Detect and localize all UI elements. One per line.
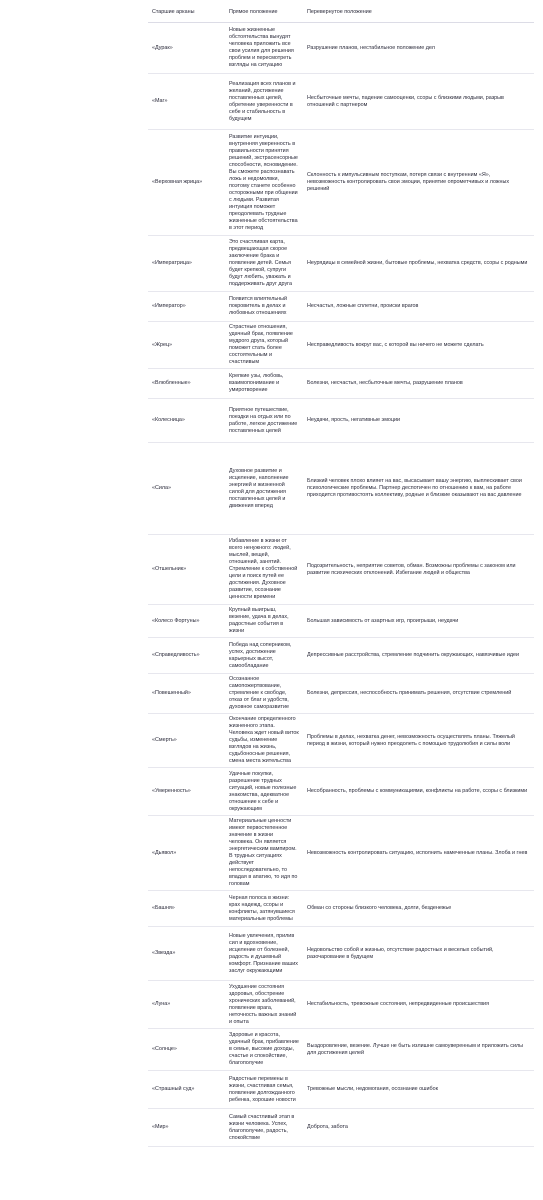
table-row xyxy=(148,74,534,130)
arcana-name-cell: «Солнце» xyxy=(148,1029,225,1071)
table-row xyxy=(148,816,534,891)
arcana-name-cell: «Повешенный» xyxy=(148,674,225,714)
table-row xyxy=(148,1109,534,1147)
reversed-meaning-cell: Депрессивные расстройства, стремление подчинить окружающих, навязчивые идеи xyxy=(303,638,534,674)
upright-meaning-cell: Страстные отношения, удачный брак, появление мудрого друга, который поможет стать более состоятельным и счастливым xyxy=(225,322,303,369)
upright-meaning-cell: Ухудшение состояния здоровья, обострение хронических заболеваний, появление врага, неточность важных знаний и опыта xyxy=(225,981,303,1029)
arcana-name-cell: «Императрица» xyxy=(148,236,225,292)
arcana-name-cell: «Башня» xyxy=(148,891,225,927)
reversed-meaning-cell: Склонность к импульсивным поступкам, потеря связи с внутренним «Я», невозможность контролировать свои эмоции, принятие опрометчивых и ложных решений xyxy=(303,130,534,236)
reversed-meaning-cell: Тревожные мысли, недомогания, осознание ошибок xyxy=(303,1071,534,1109)
header-reversed: Перевернутое положение xyxy=(303,4,534,23)
reversed-meaning-cell: Несобранность, проблемы с коммуникациями, конфликты на работе, ссоры с близкими xyxy=(303,768,534,816)
upright-meaning-cell: Окончание определенного жизненного этапа. Человека ждет новый виток судьбы, изменение взглядов на жизнь, судьбоносные решения, смена места жительства xyxy=(225,714,303,768)
upright-meaning-cell: Материальные ценности имеют первостепенное значение в жизни человека. Он является энергетическим вампиром. В трудных ситуациях действует непоследовательно, то впадая в апатию, то идя по головам xyxy=(225,816,303,891)
reversed-meaning-cell: Разрушение планов, нестабильное положение дел xyxy=(303,23,534,74)
table-row xyxy=(148,322,534,369)
table-row xyxy=(148,927,534,981)
header-arcana: Старшие арканы xyxy=(148,4,225,23)
upright-meaning-cell: Черная полоса в жизни: крах надежд, ссоры и конфликты, затянувшиеся материальные проблемы xyxy=(225,891,303,927)
table-row xyxy=(148,399,534,443)
upright-meaning-cell: Духовное развитие и исцеление, наполнение энергией и жизненной силой для достижения поставленных целей и движения вперед xyxy=(225,443,303,535)
table-row xyxy=(148,23,534,74)
upright-meaning-cell: Появится влиятельный покровитель в делах и любовных отношениях xyxy=(225,292,303,322)
reversed-meaning-cell: Болезни, депрессия, неспособность принимать решения, отсутствие стремлений xyxy=(303,674,534,714)
upright-meaning-cell: Крепкие узы, любовь, взаимопонимание и умиротворение xyxy=(225,369,303,399)
table-row xyxy=(148,714,534,768)
reversed-meaning-cell: Болезни, несчастья, несбыточные мечты, разрушение планов xyxy=(303,369,534,399)
reversed-meaning-cell: Неурядицы в семейной жизни, бытовые проблемы, нехватка средств, ссоры с родными xyxy=(303,236,534,292)
arcana-name-cell: «Отшельник» xyxy=(148,535,225,605)
reversed-meaning-cell: Несправедливость вокруг вас, с которой вы ничего не можете сделать xyxy=(303,322,534,369)
arcana-name-cell: «Колесница» xyxy=(148,399,225,443)
table-row xyxy=(148,638,534,674)
table-row xyxy=(148,891,534,927)
reversed-meaning-cell: Доброта, забота xyxy=(303,1109,534,1147)
table-row xyxy=(148,443,534,535)
upright-meaning-cell: Здоровье и красота, удачный брак, прибавление в семье, высокие доходы, счастье и спокойствие, благополучие xyxy=(225,1029,303,1071)
arcana-name-cell: «Колесо Фортуны» xyxy=(148,605,225,638)
table-row xyxy=(148,236,534,292)
arcana-name-cell: «Император» xyxy=(148,292,225,322)
upright-meaning-cell: Реализация всех планов и желаний, достижение поставленных целей, обретение уверенности в себе и стабильность в будущем xyxy=(225,74,303,130)
arcana-name-cell: «Влюбленные» xyxy=(148,369,225,399)
reversed-meaning-cell: Подозрительность, неприятие советов, обман. Возможны проблемы с законом или развитие психических отклонений. Избегание людей и общества xyxy=(303,535,534,605)
arcana-name-cell: «Сила» xyxy=(148,443,225,535)
arcana-name-cell: «Дурак» xyxy=(148,23,225,74)
table-row xyxy=(148,292,534,322)
reversed-meaning-cell: Нестабильность, тревожные состояния, непредвиденные происшествия xyxy=(303,981,534,1029)
table-row xyxy=(148,605,534,638)
arcana-name-cell: «Умеренность» xyxy=(148,768,225,816)
upright-meaning-cell: Новые жизненные обстоятельства вынудят человека приложить все свои усилия для решения проблем и пересмотреть взгляды на ситуацию xyxy=(225,23,303,74)
reversed-meaning-cell: Выздоровление, везение. Лучше не быть излишне самоуверенным и приложить силы для достижения целей xyxy=(303,1029,534,1071)
table-row xyxy=(148,1029,534,1071)
upright-meaning-cell: Это счастливая карта, предвещающая скорое заключение брака и появление детей. Семья будет крепкой, супруги будут любить, уважать и поддерживать друг друга xyxy=(225,236,303,292)
upright-meaning-cell: Приятное путешествие, поездки на отдых или по работе, легкое достижение поставленных целей xyxy=(225,399,303,443)
upright-meaning-cell: Развитие интуиции, внутренняя уверенность в правильности принятия решений, экстрасенсорные способности, ясновидение. Вы сможете распознавать ложь и недомолвки, поэтому станете особенно осторожными при общении с людьми. Развитая интуиция поможет преодолевать трудные жизненные обстоятельства в этот период xyxy=(225,130,303,236)
upright-meaning-cell: Самый счастливый этап в жизни человека. Успех, благополучие, радость, спокойствие xyxy=(225,1109,303,1147)
table-row xyxy=(148,674,534,714)
upright-meaning-cell: Избавление в жизни от всего ненужного: людей, мыслей, вещей, отношений, занятий. Стремление к собственной цели и поиск путей ее достижения. Духовное развитие, осознание ценности времени xyxy=(225,535,303,605)
upright-meaning-cell: Радостные перемены в жизни, счастливая семья, появление долгожданного ребенка, хорошие новости xyxy=(225,1071,303,1109)
reversed-meaning-cell: Несбыточные мечты, падение самооценки, ссоры с близкими людьми, разрыв отношений с партнером xyxy=(303,74,534,130)
reversed-meaning-cell: Близкий человек плохо влияет на вас, высасывает вашу энергию, выплескивает свои психологические проблемы. Партнер деспотичен по отношению к вам, на работе приходится противостоять коллективу, родные и близкие оказывают на вас давление xyxy=(303,443,534,535)
table-row xyxy=(148,768,534,816)
reversed-meaning-cell: Проблемы в делах, нехватка денег, невозможность осуществлять планы. Тяжелый период в жизни, который нужно преодолеть с помощью трудолюбия и силы воли xyxy=(303,714,534,768)
arcana-name-cell: «Страшный суд» xyxy=(148,1071,225,1109)
reversed-meaning-cell: Невозможность контролировать ситуацию, исполнить намеченные планы. Злоба и гнев xyxy=(303,816,534,891)
arcana-table xyxy=(148,4,534,1147)
reversed-meaning-cell: Неудачи, ярость, негативные эмоции xyxy=(303,399,534,443)
table-body xyxy=(148,23,534,1147)
arcana-name-cell: «Маг» xyxy=(148,74,225,130)
arcana-name-cell: «Дьявол» xyxy=(148,816,225,891)
upright-meaning-cell: Крупный выигрыш, везение, удача в делах, радостные события в жизни xyxy=(225,605,303,638)
table-row xyxy=(148,369,534,399)
arcana-name-cell: «Жрец» xyxy=(148,322,225,369)
upright-meaning-cell: Удачные покупки, разрешение трудных ситуаций, новые полезные знакомства, адекватное отношение к себе и окружающим xyxy=(225,768,303,816)
table-row xyxy=(148,130,534,236)
table-row xyxy=(148,535,534,605)
table-row xyxy=(148,1071,534,1109)
reversed-meaning-cell: Обман со стороны близкого человека, долги, безденежье xyxy=(303,891,534,927)
arcana-name-cell: «Звезда» xyxy=(148,927,225,981)
arcana-name-cell: «Смерть» xyxy=(148,714,225,768)
table-row xyxy=(148,981,534,1029)
reversed-meaning-cell: Недовольство собой и жизнью, отсутствие радостных и веселых событий, разочарование в будущем xyxy=(303,927,534,981)
upright-meaning-cell: Новые увлечения, прилив сил и вдохновение, исцеление от болезней, радость и душевный комфорт. Признание ваших заслуг окружающими xyxy=(225,927,303,981)
upright-meaning-cell: Победа над соперником, успех, достижение карьерных высот, самообладание xyxy=(225,638,303,674)
arcana-name-cell: «Луна» xyxy=(148,981,225,1029)
table-head xyxy=(148,4,534,23)
upright-meaning-cell: Осознанное самопожертвование, стремление к свободе, отказ от благ и удобств, духовное саморазвитие xyxy=(225,674,303,714)
arcana-name-cell: «Верховная жрица» xyxy=(148,130,225,236)
header-row xyxy=(148,4,534,23)
arcana-name-cell: «Мир» xyxy=(148,1109,225,1147)
header-upright: Прямое положение xyxy=(225,4,303,23)
reversed-meaning-cell: Большая зависимость от азартных игр, проигрыши, неудачи xyxy=(303,605,534,638)
reversed-meaning-cell: Несчастья, ложные сплетни, происки врагов xyxy=(303,292,534,322)
arcana-name-cell: «Справедливость» xyxy=(148,638,225,674)
